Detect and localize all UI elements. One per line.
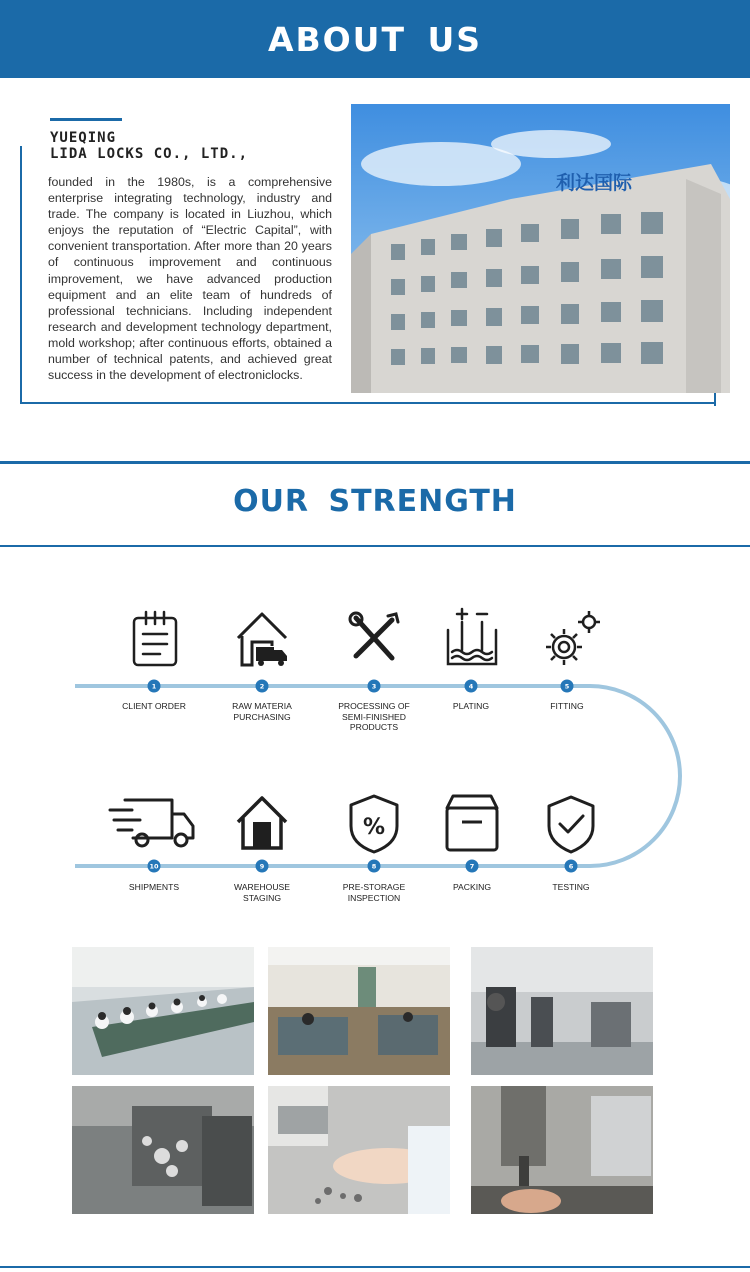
step-6-number: 6 — [568, 862, 574, 871]
company-accent-bar — [50, 118, 122, 121]
step-1-number: 1 — [151, 682, 157, 691]
step-7-label: PACKING — [452, 882, 492, 892]
assembly-line-photo — [72, 947, 254, 1075]
delivery-truck-icon — [110, 800, 193, 846]
svg-text:%: % — [362, 815, 386, 840]
step-4-label: PLATING — [452, 701, 490, 711]
strength-divider-top — [0, 461, 750, 464]
building-sign: 利达国际 — [556, 172, 633, 194]
about-us-banner — [0, 0, 750, 78]
footer-divider — [0, 1266, 750, 1268]
step-10-label: SHIPMENTS — [128, 882, 180, 892]
company-name — [50, 130, 310, 162]
step-3-number: 3 — [371, 682, 377, 691]
shield-check-icon — [549, 797, 593, 852]
step-5-number: 5 — [564, 682, 570, 691]
step-5-label: FITTING — [550, 701, 584, 711]
step-9-label: WAREHOUSE STAGING — [233, 882, 291, 903]
step-2-label: RAW MATERIA PURCHASING — [232, 701, 292, 722]
step-9-number: 9 — [259, 862, 265, 871]
company-name-line2: LIDA LOCKS CO., LTD., — [50, 146, 249, 162]
drill-press-photo — [471, 1086, 653, 1214]
clipboard-icon — [134, 612, 176, 665]
step-10-number: 10 — [149, 862, 159, 871]
office-photo — [268, 947, 450, 1075]
step-3-label: PROCESSING OF SEMI-FINISHED PRODUCTS — [338, 701, 410, 732]
about-us-title: ABOUT US — [267, 19, 483, 59]
step-2-number: 2 — [259, 682, 265, 691]
step-8-number: 8 — [371, 862, 377, 871]
press-machine-photo — [471, 947, 653, 1075]
box-icon — [447, 796, 497, 850]
our-strength-title: OUR STRENGTH — [233, 484, 517, 519]
strength-divider-bottom — [0, 545, 750, 547]
step-1-label: CLIENT ORDER — [122, 701, 186, 711]
step-7-number: 7 — [469, 862, 475, 871]
lathe-parts-photo — [72, 1086, 254, 1214]
company-description: founded in the 1980s, is a comprehensive enterprise integrating technology, industry and trade. The company is located in Liuzhou, which enjoys the reputation of “Electric Capital”, with convenient transportation. After more than 20 years of continuous improvement and continuous improvement, we have advanced production equipment and an elite team of hundreds of professional technicians. Including independent research and development technology department, mold workshop; after continuous efforts, obtained a number of technical patents, and achieved great success in the development of electroniclocks. — [48, 175, 332, 383]
warehouse-icon — [238, 798, 286, 848]
warehouse-truck-icon — [238, 614, 287, 666]
company-name-line1: YUEQING — [50, 130, 117, 146]
gears-icon — [546, 611, 600, 665]
step-6-label: TESTING — [552, 882, 590, 892]
shield-percent-icon — [351, 796, 397, 852]
step-4-number: 4 — [468, 682, 474, 691]
factory-building-photo — [351, 104, 730, 393]
process-flow — [0, 600, 750, 910]
step-8-label: PRE-STORAGE INSPECTION — [342, 882, 406, 903]
tools-icon — [350, 613, 398, 658]
plating-tank-icon — [448, 609, 496, 664]
parts-inspection-photo — [268, 1086, 450, 1214]
